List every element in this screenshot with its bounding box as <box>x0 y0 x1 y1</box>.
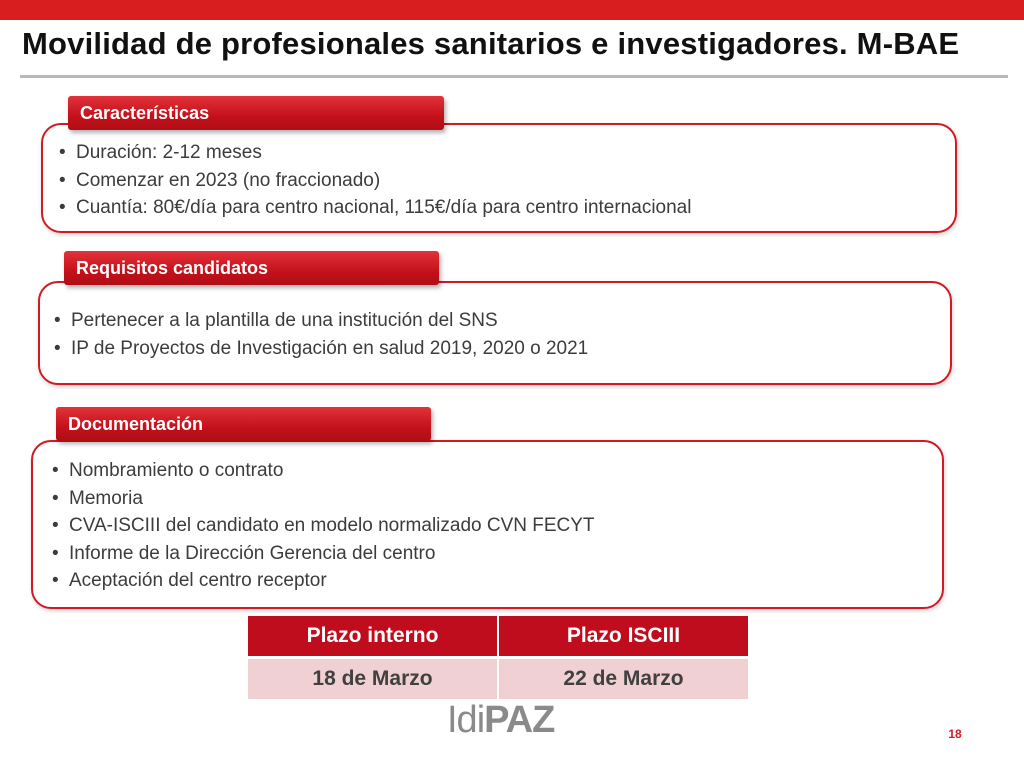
table-header-cell: Plazo interno <box>248 616 498 658</box>
list-item: • IP de Proyectos de Investigación en salud 2019, 2020 o 2021 <box>54 335 588 363</box>
documentacion-heading: Documentación <box>56 407 431 441</box>
documentacion-box <box>31 440 944 609</box>
list-item: • Cuantía: 80€/día para centro nacional, 115€/día para centro internacional <box>59 194 691 222</box>
table-cell: 22 de Marzo <box>498 658 748 700</box>
requisitos-box <box>38 281 952 385</box>
logo-text-paz: PAZ <box>484 699 555 741</box>
requisitos-heading: Requisitos candidatos <box>64 251 439 285</box>
table-cell: 18 de Marzo <box>248 658 498 700</box>
top-accent-bar <box>0 0 1024 20</box>
logo-text-idi: Idi <box>447 699 485 741</box>
caracteristicas-heading: Características <box>68 96 444 130</box>
idipaz-logo <box>447 700 554 740</box>
caracteristicas-box <box>41 123 957 233</box>
list-item: • CVA-ISCIII del candidato en modelo normalizado CVN FECYT <box>52 512 595 540</box>
table-header-cell: Plazo ISCIII <box>498 616 748 658</box>
list-item: • Pertenecer a la plantilla de una institución del SNS <box>54 307 588 335</box>
list-item: • Aceptación del centro receptor <box>52 567 595 595</box>
list-item: • Memoria <box>52 485 595 513</box>
page-number: 18 <box>948 727 962 741</box>
requisitos-list <box>54 307 588 362</box>
table-header-row <box>248 616 748 658</box>
list-item: • Informe de la Dirección Gerencia del centro <box>52 540 595 568</box>
deadlines-table <box>248 616 748 699</box>
table-row <box>248 658 748 700</box>
list-item: • Comenzar en 2023 (no fraccionado) <box>59 167 691 195</box>
list-item: • Nombramiento o contrato <box>52 457 595 485</box>
list-item: • Duración: 2-12 meses <box>59 139 691 167</box>
slide-title: Movilidad de profesionales sanitarios e investigadores. M-BAE <box>22 26 960 61</box>
caracteristicas-list <box>59 139 691 222</box>
title-underline <box>20 75 1008 78</box>
documentacion-list <box>52 457 595 595</box>
